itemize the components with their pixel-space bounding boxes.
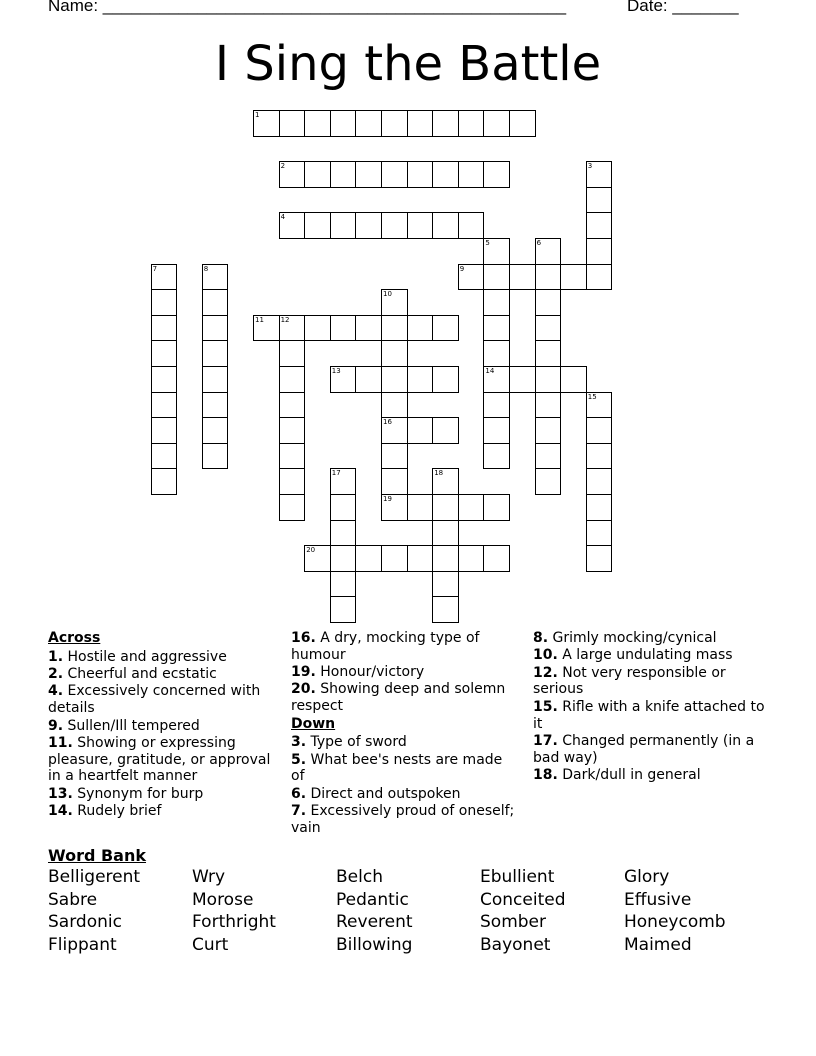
clue-down-12: 12. Not very responsible or serious — [533, 664, 726, 698]
grid-cell[interactable] — [407, 315, 434, 342]
grid-cell[interactable] — [458, 545, 485, 572]
cell-number: 4 — [280, 213, 286, 222]
grid-cell[interactable] — [432, 110, 459, 137]
grid-cell[interactable] — [304, 315, 331, 342]
clue-down-15: 15. Rifle with a knife attached to it — [533, 698, 765, 732]
grid-cell[interactable] — [560, 264, 587, 291]
cell-number: 10 — [383, 290, 392, 299]
word-bank-item: Forthright — [192, 912, 276, 933]
grid-cell[interactable] — [586, 468, 613, 495]
grid-cell[interactable] — [483, 110, 510, 137]
grid-cell[interactable] — [407, 417, 434, 444]
grid-cell[interactable] — [279, 366, 306, 393]
word-bank-item: Morose — [192, 889, 254, 910]
grid-cell[interactable] — [304, 212, 331, 239]
grid-cell[interactable] — [381, 366, 408, 393]
grid-cell[interactable] — [151, 443, 178, 470]
grid-cell[interactable] — [381, 315, 408, 342]
grid-cell[interactable] — [330, 545, 357, 572]
grid-cell[interactable] — [355, 545, 382, 572]
grid-cell[interactable] — [483, 366, 510, 393]
grid-cell[interactable] — [279, 161, 306, 188]
grid-cell[interactable] — [304, 545, 331, 572]
grid-cell[interactable] — [535, 392, 562, 419]
grid-cell[interactable] — [279, 392, 306, 419]
word-bank-item: Conceited — [480, 889, 566, 910]
clue-down-18: 18. Dark/dull in general — [533, 767, 701, 784]
clue-across-4: 4. Excessively concerned with details — [48, 683, 261, 717]
grid-cell[interactable] — [483, 443, 510, 470]
word-bank-item: Curt — [192, 935, 229, 956]
cell-number: 11 — [255, 315, 264, 324]
word-bank-item: Sabre — [48, 889, 98, 910]
grid-cell[interactable] — [381, 468, 408, 495]
grid-cell[interactable] — [432, 545, 459, 572]
grid-cell[interactable] — [432, 417, 459, 444]
grid-cell[interactable] — [535, 238, 562, 265]
cell-number: 17 — [331, 469, 341, 478]
puzzle-title: I Sing the Battle — [214, 36, 602, 92]
grid-cell[interactable] — [330, 520, 357, 547]
clue-across-2: 2. Cheerful and ecstatic — [48, 666, 217, 683]
cell-number: 13 — [331, 367, 341, 375]
word-bank-item: Honeycomb — [624, 912, 726, 933]
grid-cell[interactable] — [586, 417, 613, 444]
grid-cell[interactable] — [509, 366, 536, 393]
grid-cell[interactable] — [483, 264, 510, 291]
cell-number: 9 — [459, 264, 465, 273]
grid-cell[interactable] — [279, 417, 306, 444]
grid-cell[interactable] — [586, 187, 613, 214]
clue-down-7: 7. Excessively proud of oneself; vain — [291, 803, 515, 836]
grid-cell[interactable] — [381, 545, 408, 572]
grid-cell[interactable] — [330, 212, 357, 239]
clue-down-6: 6. Direct and outspoken — [291, 785, 461, 802]
grid-cell[interactable] — [407, 545, 434, 572]
grid-cell[interactable] — [560, 366, 587, 393]
grid-cell[interactable] — [202, 417, 229, 444]
grid-cell[interactable] — [586, 443, 613, 470]
grid-cell[interactable] — [458, 161, 485, 188]
grid-cell[interactable] — [432, 494, 459, 521]
grid-cell[interactable] — [330, 468, 357, 495]
word-bank-item: Bayonet — [480, 935, 551, 956]
name-label[interactable]: Name: _________________________________________________ — [48, 0, 567, 15]
grid-cell[interactable] — [432, 315, 459, 342]
grid-cell[interactable] — [253, 110, 280, 137]
grid-cell[interactable] — [483, 340, 510, 367]
clue-column-2 — [291, 630, 519, 837]
grid-cell[interactable] — [535, 289, 562, 316]
word-bank-item: Wry — [192, 867, 226, 887]
cell-number: 1 — [255, 111, 260, 119]
cell-number: 14 — [485, 367, 495, 375]
grid-cell[interactable] — [432, 520, 459, 547]
grid-cell[interactable] — [432, 212, 459, 239]
cell-number: 16 — [383, 418, 392, 427]
cell-number: 12 — [280, 315, 290, 324]
clue-across-14: 14. Rudely brief — [48, 803, 162, 820]
word-bank-item: Belligerent — [48, 867, 141, 887]
grid-cell[interactable] — [381, 417, 408, 444]
grid-cell[interactable] — [279, 212, 306, 239]
grid-cell[interactable] — [458, 264, 485, 291]
grid-cell[interactable] — [151, 417, 178, 444]
cell-number: 20 — [306, 546, 316, 555]
grid-cell[interactable] — [151, 315, 178, 342]
grid-cell[interactable] — [535, 417, 562, 444]
grid-cell[interactable] — [381, 392, 408, 419]
word-bank-item: Somber — [480, 912, 546, 933]
grid-cell[interactable] — [279, 340, 306, 367]
grid-cell[interactable] — [330, 161, 357, 188]
grid-cell[interactable] — [586, 238, 613, 265]
word-bank-item: Pedantic — [336, 889, 409, 910]
word-bank-item: Reverent — [336, 912, 413, 933]
word-bank-item: Belch — [336, 867, 383, 887]
grid-cell[interactable] — [253, 315, 280, 342]
grid-cell[interactable] — [381, 161, 408, 188]
grid-cell[interactable] — [330, 494, 357, 521]
grid-cell[interactable] — [586, 520, 613, 547]
grid-cell[interactable] — [535, 315, 562, 342]
grid-cell[interactable] — [381, 443, 408, 470]
cell-number: 18 — [434, 469, 444, 478]
grid-cell[interactable] — [407, 212, 434, 239]
down-heading: Down — [291, 715, 336, 732]
grid-cell[interactable] — [202, 366, 229, 393]
grid-cell[interactable] — [355, 161, 382, 188]
grid-cell[interactable] — [330, 366, 357, 393]
grid-cell[interactable] — [407, 494, 434, 521]
word-bank-item: Sardonic — [48, 912, 122, 933]
cell-number: 6 — [536, 239, 542, 247]
grid-cell[interactable] — [355, 366, 382, 393]
across-heading: Across — [48, 630, 101, 646]
cell-number: 5 — [485, 239, 490, 247]
clue-down-5: 5. What bee's nests are made of — [291, 751, 503, 785]
grid-cell[interactable] — [535, 468, 562, 495]
grid-cell[interactable] — [432, 366, 459, 393]
word-bank-item: Flippant — [48, 935, 117, 956]
grid-cell[interactable] — [483, 392, 510, 419]
grid-cell[interactable] — [407, 366, 434, 393]
grid-cell[interactable] — [432, 571, 459, 598]
grid-cell[interactable] — [202, 340, 229, 367]
grid-cell[interactable] — [586, 264, 613, 291]
grid-cell[interactable] — [202, 289, 229, 316]
cell-number: 19 — [383, 495, 392, 503]
grid-cell[interactable] — [202, 392, 229, 419]
grid-cell[interactable] — [483, 545, 510, 572]
grid-cell[interactable] — [407, 161, 434, 188]
cell-number: 8 — [203, 264, 209, 273]
grid-cell[interactable] — [151, 392, 178, 419]
clue-across-13: 13. Synonym for burp — [48, 785, 204, 802]
grid-cell[interactable] — [151, 468, 178, 495]
clue-across-20: 20. Showing deep and solemn respect — [291, 681, 506, 715]
clue-across-16: 16. A dry, mocking type of humour — [291, 630, 480, 663]
grid-cell[interactable] — [355, 110, 382, 137]
grid-cell[interactable] — [279, 110, 306, 137]
cell-number: 2 — [280, 162, 286, 171]
clue-column-3 — [533, 630, 773, 784]
grid-cell[interactable] — [535, 366, 562, 393]
grid-cell[interactable] — [586, 161, 613, 188]
grid-cell[interactable] — [407, 110, 434, 137]
clue-across-1: 1. Hostile and aggressive — [48, 648, 227, 665]
grid-cell[interactable] — [279, 468, 306, 495]
grid-cell[interactable] — [330, 110, 357, 137]
word-bank-item: Glory — [624, 867, 670, 887]
grid-cell[interactable] — [355, 212, 382, 239]
grid-cell[interactable] — [279, 443, 306, 470]
grid-cell[interactable] — [586, 494, 613, 521]
cell-number: 7 — [152, 264, 158, 273]
clue-across-9: 9. Sullen/Ill tempered — [48, 717, 200, 734]
grid-cell[interactable] — [483, 315, 510, 342]
grid-cell[interactable] — [151, 366, 178, 393]
grid-cell[interactable] — [458, 110, 485, 137]
word-bank-item: Maimed — [624, 935, 692, 956]
grid-cell[interactable] — [279, 494, 306, 521]
grid-cell[interactable] — [458, 494, 485, 521]
date-label[interactable]: Date: _______ — [627, 0, 739, 15]
grid-cell[interactable] — [330, 315, 357, 342]
grid-cell[interactable] — [330, 571, 357, 598]
grid-cell[interactable] — [586, 212, 613, 239]
grid-cell[interactable] — [535, 340, 562, 367]
grid-cell[interactable] — [483, 289, 510, 316]
grid-cell[interactable] — [483, 417, 510, 444]
grid-cell[interactable] — [535, 443, 562, 470]
grid-cell[interactable] — [458, 212, 485, 239]
clue-down-10: 10. A large undulating mass — [533, 647, 733, 664]
grid-cell[interactable] — [151, 340, 178, 367]
grid-cell[interactable] — [381, 289, 408, 316]
grid-cell[interactable] — [355, 315, 382, 342]
grid-cell[interactable] — [483, 161, 510, 188]
grid-cell[interactable] — [432, 161, 459, 188]
grid-cell[interactable] — [381, 340, 408, 367]
word-bank-item: Billowing — [336, 935, 413, 956]
grid-cell[interactable] — [586, 392, 613, 419]
grid-cell[interactable] — [304, 110, 331, 137]
clue-down-17: 17. Changed permanently (in a bad way) — [533, 732, 755, 766]
grid-cell[interactable] — [381, 494, 408, 521]
grid-cell[interactable] — [202, 264, 229, 291]
grid-cell[interactable] — [151, 289, 178, 316]
grid-cell[interactable] — [304, 161, 331, 188]
grid-cell[interactable] — [202, 443, 229, 470]
grid-cell[interactable] — [381, 212, 408, 239]
word-bank-heading: Word Bank — [48, 846, 147, 865]
grid-cell[interactable] — [432, 596, 459, 623]
grid-cell[interactable] — [586, 545, 613, 572]
word-bank-item: Ebullient — [480, 867, 555, 887]
grid-cell[interactable] — [483, 494, 510, 521]
grid-cell[interactable] — [509, 110, 536, 137]
clue-across-19: 19. Honour/victory — [291, 664, 425, 681]
grid-cell[interactable] — [381, 110, 408, 137]
clue-down-3: 3. Type of sword — [291, 734, 407, 751]
grid-cell[interactable] — [535, 264, 562, 291]
grid-cell[interactable] — [202, 315, 229, 342]
cell-number: 3 — [587, 162, 593, 171]
grid-cell[interactable] — [151, 264, 178, 291]
clue-down-8: 8. Grimly mocking/cynical — [533, 630, 717, 646]
grid-cell[interactable] — [432, 468, 459, 495]
clue-column-1 — [48, 630, 283, 821]
grid-cell[interactable] — [330, 596, 357, 623]
grid-cell[interactable] — [509, 264, 536, 291]
cell-number: 15 — [587, 392, 597, 401]
word-bank-item: Effusive — [624, 889, 692, 910]
grid-cell[interactable] — [279, 315, 306, 342]
clue-across-11: 11. Showing or expressing pleasure, gratitude, or approval in a heartfelt manner — [48, 734, 271, 785]
grid-cell[interactable] — [483, 238, 510, 265]
